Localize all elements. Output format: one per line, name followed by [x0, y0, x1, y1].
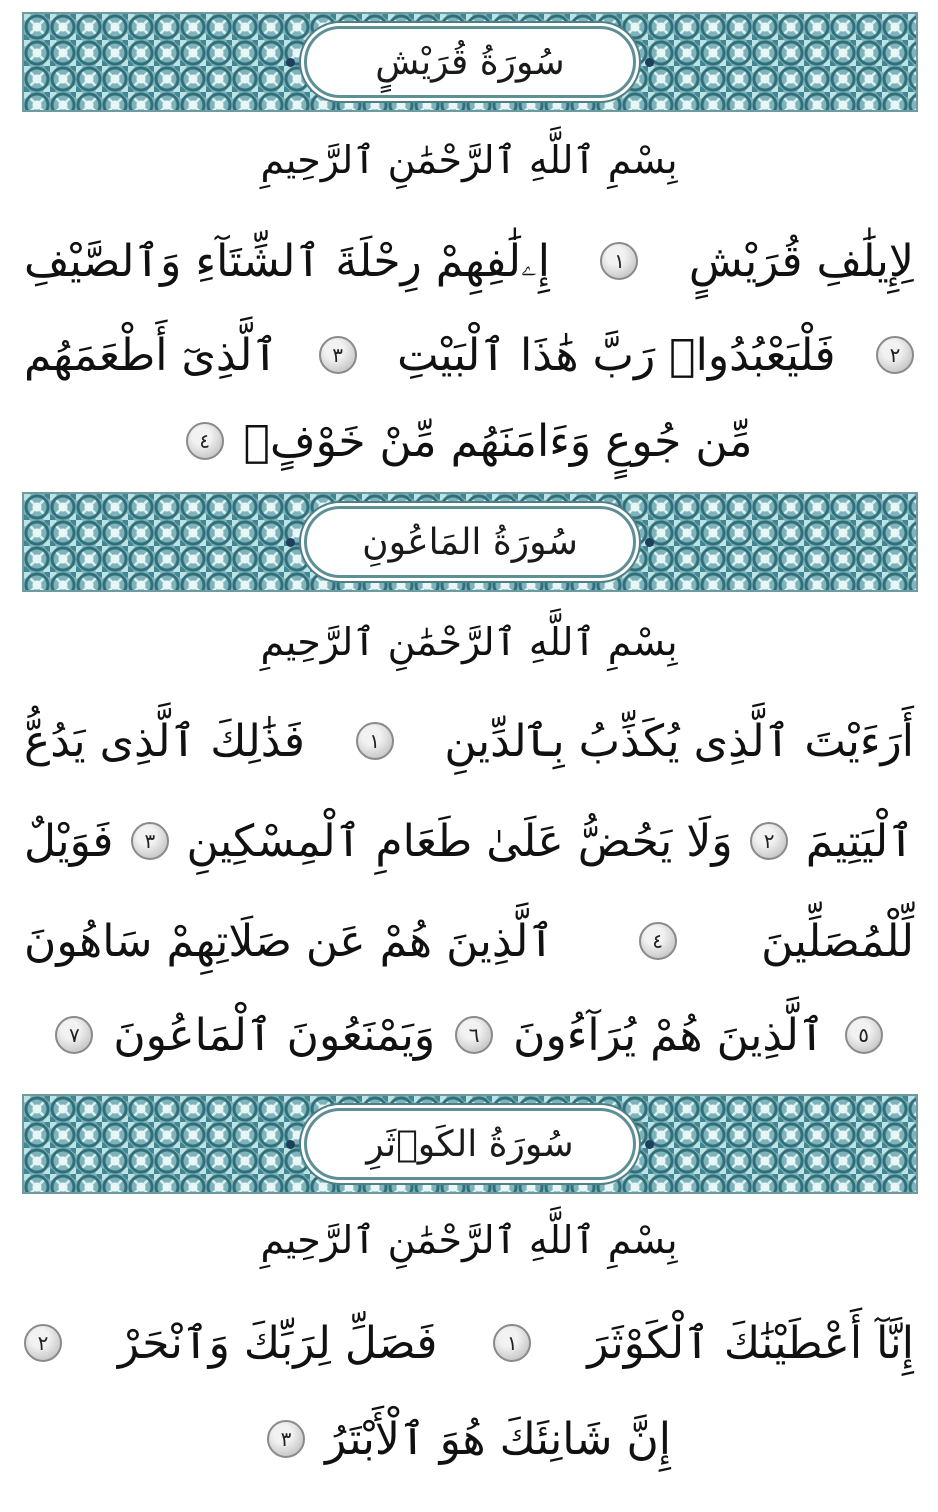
verse-line	[24, 796, 914, 886]
verse-text: مِّن جُوعٍ وَءَامَنَهُم مِّنْ خَوْفٍۭ	[243, 415, 753, 467]
basmala: بِسْمِ ٱللَّهِ ٱلرَّحْمَٰنِ ٱلرَّحِيمِ	[260, 1218, 678, 1262]
verse-text: فَوَيْلٌ	[24, 815, 114, 867]
surah-title: سُورَةُ الكَوۡثَرِ	[366, 1123, 574, 1165]
ayah-number-marker: ٣	[267, 1420, 305, 1458]
verse-text: وَيَمْنَعُونَ ٱلْمَاعُونَ	[113, 1009, 436, 1061]
surah-title: سُورَةُ قُرَيْشٍ	[375, 41, 565, 83]
verse-text: لِّلْمُصَلِّينَ	[761, 915, 914, 967]
verse-line	[24, 1298, 914, 1388]
ayah-number-marker: ١	[600, 242, 638, 280]
surah-name-cartouche	[304, 26, 636, 98]
basmala: بِسْمِ ٱللَّهِ ٱلرَّحْمَٰنِ ٱلرَّحِيمِ	[260, 620, 678, 664]
ayah-number-marker: ١	[493, 1324, 531, 1362]
ayah-number-marker: ٣	[131, 822, 169, 860]
verse-line	[24, 310, 914, 400]
ayah-number-marker: ٢	[750, 822, 788, 860]
verse-line	[24, 396, 914, 486]
verse-line	[24, 216, 914, 306]
verse-text: ٱلَّذِينَ هُمْ يُرَآءُونَ	[513, 1009, 825, 1061]
ayah-number-marker: ٣	[319, 336, 357, 374]
surah-header-al-maun	[22, 492, 918, 592]
surah-title: سُورَةُ المَاعُونِ	[362, 521, 578, 563]
ayah-number-marker: ٤	[186, 422, 224, 460]
verse-text: أَرَءَيْتَ ٱلَّذِى يُكَذِّبُ بِٱلدِّينِ	[444, 715, 914, 767]
surah-name-cartouche	[304, 506, 636, 578]
ayah-number-marker: ٤	[639, 922, 677, 960]
surah-header-quraysh	[22, 12, 918, 112]
verse-text: ٱلَّذِىٓ أَطْعَمَهُم	[24, 329, 279, 381]
verse-text: فَصَلِّ لِرَبِّكَ وَٱنْحَرْ	[117, 1317, 438, 1369]
verse-line	[24, 696, 914, 786]
verse-text: لِإِيلَٰفِ قُرَيْشٍ	[688, 235, 914, 287]
ayah-number-marker: ١	[356, 722, 394, 760]
verse-text: إِنَّ شَانِئَكَ هُوَ ٱلْأَبْتَرُ	[325, 1413, 671, 1465]
basmala: بِسْمِ ٱللَّهِ ٱلرَّحْمَٰنِ ٱلرَّحِيمِ	[260, 138, 678, 182]
ayah-number-marker: ٦	[455, 1016, 493, 1054]
verse-text: وَلَا يَحُضُّ عَلَىٰ طَعَامِ ٱلْمِسْكِينِ	[186, 815, 733, 867]
ayah-number-marker: ٧	[55, 1016, 93, 1054]
verse-line	[24, 990, 914, 1080]
verse-text: إِۦلَٰفِهِمْ رِحْلَةَ ٱلشِّتَآءِ وَٱلصَّيْفِ	[24, 235, 550, 287]
ayah-number-marker: ٢	[876, 336, 914, 374]
verse-line	[24, 1394, 914, 1484]
verse-text: فَلْيَعْبُدُوا۟ رَبَّ هَٰذَا ٱلْبَيْتِ	[397, 329, 836, 381]
ayah-number-marker: ٢	[24, 1324, 62, 1362]
verse-text: فَذَٰلِكَ ٱلَّذِى يَدُعُّ	[24, 715, 305, 767]
verse-text: ٱلْيَتِيمَ	[805, 815, 914, 867]
verse-line	[24, 896, 914, 986]
ayah-number-marker: ٥	[845, 1016, 883, 1054]
surah-header-al-kawthar	[22, 1094, 918, 1194]
verse-text: ٱلَّذِينَ هُمْ عَن صَلَاتِهِمْ سَاهُونَ	[24, 915, 555, 967]
surah-name-cartouche	[304, 1108, 636, 1180]
verse-text: إِنَّآ أَعْطَيْنَٰكَ ٱلْكَوْثَرَ	[587, 1317, 914, 1369]
